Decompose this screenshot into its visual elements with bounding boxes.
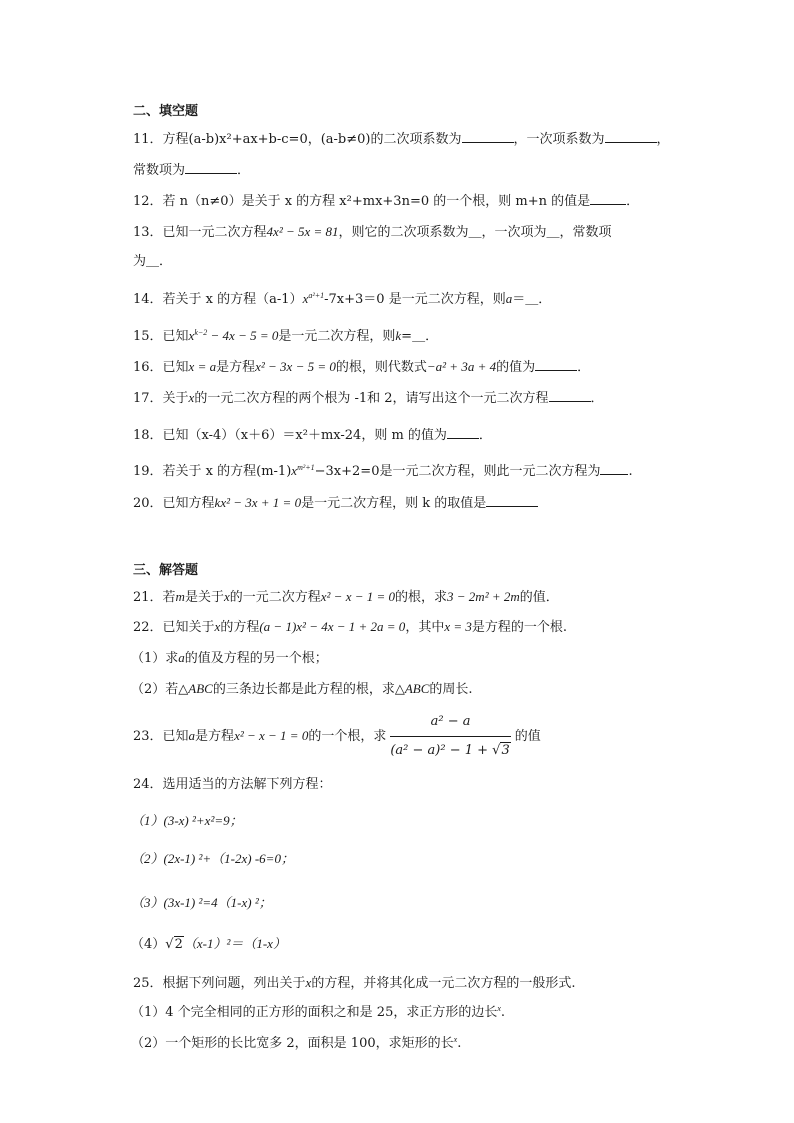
question-24-item2 [131,850,294,869]
answer-blank[interactable] [600,462,628,475]
q23-text: 是方程 [195,729,235,744]
q20-equation: kx² − 3x + 1 = 0 [214,495,302,510]
q22-text: 的三条边长都是此方程的根，求△ [212,682,405,697]
question-17 [133,389,604,408]
q24-item-text: （4） [131,937,166,952]
q15-variable: k [395,328,402,343]
answer-blank[interactable] [535,358,577,371]
q14-exponent: a²+1 [308,291,325,300]
q16-text: 的根，则代数式 [335,360,427,375]
q24-item-text: （x-1）²＝（1-x） [183,936,286,951]
q22-triangle-name: ABC [188,681,213,696]
q23-denominator-text: (a² − a)² − 1 + [390,743,493,758]
q21-equation: x² − x − 1 = 0 [320,589,396,604]
q22-triangle-name: ABC [404,681,430,696]
q25-text: . [500,1005,506,1020]
question-11 [133,130,670,149]
question-13 [133,223,612,242]
q23-denominator [390,737,510,763]
question-18 [133,426,492,445]
q22-text: （2）若△ [131,682,189,697]
q15-text: 是一元二次方程，则 [278,329,396,344]
q17-text: 17．关于 [133,391,189,406]
question-16 [133,358,590,377]
question-12 [133,192,639,211]
q14-text: ＝＿． [512,292,552,307]
q24-item-text: （2）(2x-1) ²+（1-2x) -6=0； [131,851,294,866]
answer-blank[interactable] [462,130,514,143]
question-13-line2 [133,253,172,271]
q23-equation: x² − x − 1 = 0 [234,728,309,743]
q22-condition: x = 3 [444,619,472,634]
q12-text: ． [626,194,640,209]
q23-fraction [390,710,510,763]
sqrt-radicand: 2 [174,937,183,952]
section-solution-title [133,562,198,580]
answer-blank[interactable] [486,494,538,507]
q19-text: −3x+2=0是一元二次方程，则此一元二次方程为 [314,464,601,479]
q14-text: -7x+3＝0 是一元二次方程，则 [324,292,506,307]
answer-blank[interactable] [549,389,591,402]
q20-text: 是一元二次方程，则 k 的取值是 [301,496,487,511]
q19-text: . [628,464,633,479]
question-24-item4 [131,935,286,954]
q25-text: 的方程，并将其化成一元二次方程的一般形式. [311,976,576,991]
q16-expression: −a² + 3a + 4 [426,359,497,374]
q13-text: 13．已知一元二次方程 [133,225,267,240]
q18-text: 18．已知（x-4）（x＋6）＝x²＋mx-24，则 m 的值为 [133,428,447,443]
q22-text: 22．已知关于 [133,620,215,635]
q25-text: （1）4 个完全相同的正方形的面积之和是 25，求正方形的边长 [131,1005,498,1020]
q16-text: ． [577,360,591,375]
q17-variable: x [188,390,195,405]
q24-title: 24．选用适当的方法解下列方程： [133,777,332,792]
question-11-line2 [133,161,250,180]
q24-item-text: （1）(3-x) ²+x²=9； [131,813,243,828]
q21-text: 21．若 [133,590,176,605]
sqrt-symbol: √2 [165,937,183,952]
q25-variable: x [305,975,312,990]
q22-text: ，其中 [405,620,445,635]
q15-text: 15．已知 [133,329,189,344]
question-25-part2 [131,1035,461,1053]
q16-text: 16．已知 [133,360,189,375]
q22-text: 的方程 [220,620,260,635]
question-25-part1 [131,1004,505,1022]
q14-variable: a [505,291,513,306]
q25-variable: x [497,1004,501,1013]
answer-blank[interactable] [605,130,657,143]
q11-text: 11．方程(a-b)x²+ax+b-c=0，(a-b≠0)的二次项系数为 [133,132,462,147]
q14-text: 14．若关于 x 的方程（a-1） [133,292,303,307]
q21-text: 的一元二次方程 [229,590,321,605]
question-22-part1 [131,649,328,668]
q25-text: （2）一个矩形的长比宽多 2，面积是 100，求矩形的长 [131,1036,454,1051]
q15-equation: − 4x − 5 = 0 [207,328,279,343]
q22-text: 的周长. [429,682,473,697]
q21-variable: m [175,589,185,604]
question-24-item3 [131,894,272,913]
question-24-item1 [131,812,243,831]
section-title-text: 三、解答题 [133,563,199,578]
q22-text: 是方程的一个根. [471,620,568,635]
q21-text: 的根，求 [395,590,448,605]
q21-text: 是关于 [184,590,224,605]
q16-text: 的值为 [496,360,536,375]
question-22-part2 [131,680,473,699]
question-24 [133,776,332,794]
q15-exponent: k−2 [194,328,208,337]
q11-text: ，一次项系数为 [513,132,605,147]
answer-blank[interactable] [590,192,626,205]
answer-blank[interactable] [447,426,479,439]
q19-exponent: m²+1 [297,463,315,472]
q13-text: ，则它的二次项系数为＿，一次项为＿，常数项 [338,225,612,240]
q20-text: 20．已知方程 [133,496,215,511]
q22-text: （1）求 [131,651,179,666]
q12-text: 12．若 n（n≠0）是关于 x 的方程 x²+mx+3n=0 的一个根，则 m+n 的值是 [133,194,591,209]
q21-text: 的值． [519,590,559,605]
sqrt-radicand: 3 [501,743,510,758]
q22-variable: x [214,619,221,634]
q25-text: 25．根据下列问题，列出关于 [133,976,306,991]
q22-equation: (a − 1)x² − 4x − 1 + 2a = 0 [259,619,406,634]
q23-text: 23．已知 [133,729,189,744]
q11-text: ． [237,163,251,178]
q13-equation: 4x² − 5x = 81 [266,224,339,239]
q16-equation: x² − 3x − 5 = 0 [255,359,336,374]
q16-text: 是方程 [216,360,256,375]
q25-variable: x [453,1035,458,1044]
question-25 [133,974,575,993]
question-14 [133,290,551,309]
question-21 [133,588,559,607]
q13-text: 为＿． [133,254,173,269]
question-15 [133,327,438,346]
q11-text: 常数项为 [133,163,186,178]
q17-text: ． [590,391,604,406]
q11-text: ， [656,132,670,147]
q21-variable: x [223,589,230,604]
answer-blank[interactable] [185,161,237,174]
q23-numerator: a² − a [390,710,510,737]
q22-variable: a [178,650,185,665]
q23-variable: a [188,728,196,743]
question-22 [133,618,567,637]
q25-text: . [457,1036,462,1051]
q15-text: =＿． [401,329,439,344]
q22-text: 的值及方程的另一个根； [184,651,328,666]
q24-item-text: （3）(3x-1) ²=4（1-x) ²； [131,895,272,910]
q17-text: 的一元二次方程的两个根为 -1和 2，请写出这个一元二次方程 [194,391,549,406]
question-20 [133,494,538,513]
q16-condition: x = a [188,359,217,374]
section-title-text: 二、填空题 [133,104,199,119]
q19-base: x [291,463,298,478]
q23-text: 的值 [514,729,541,744]
q19-text: 19．若关于 x 的方程(m-1) [133,464,292,479]
q18-text: ． [478,428,492,443]
q15-base: x [188,328,195,343]
question-19 [133,462,633,481]
q23-text: 的一个根，求 [308,729,387,744]
sqrt-symbol: √3 [492,743,510,758]
q21-expression: 3 − 2m² + 2m [447,589,520,604]
question-23 [133,710,541,763]
section-fill-blank-title [133,103,198,121]
q14-base: x [302,291,309,306]
